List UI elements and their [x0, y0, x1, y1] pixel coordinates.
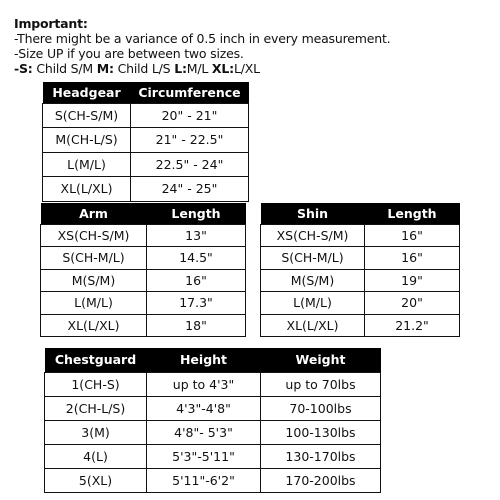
size-cell: 4(L) — [45, 444, 147, 468]
measurement-cell: 21" - 22.5" — [131, 128, 249, 153]
table-row — [45, 420, 381, 444]
weight-cell: 100-130lbs — [261, 420, 381, 444]
size-cell: L(M/L) — [43, 152, 131, 177]
size-key-label: M: — [96, 61, 114, 76]
size-key-text: Child S/M — [32, 61, 97, 76]
table-row — [41, 292, 246, 315]
height-cell: 4'8"- 5'3" — [147, 420, 261, 444]
size-cell: S(CH-M/L) — [261, 247, 365, 270]
size-key-label: L: — [174, 61, 187, 76]
column-header: Arm — [41, 203, 147, 224]
measurement-cell: 18" — [147, 314, 246, 337]
weight-cell: 170-200lbs — [261, 468, 381, 492]
size-cell: M(S/M) — [41, 269, 147, 292]
size-cell: L(M/L) — [41, 292, 147, 315]
size-key-label: -S: — [14, 61, 33, 76]
important-notes — [14, 16, 494, 76]
table-row — [41, 314, 246, 337]
table-row — [261, 292, 460, 315]
chestguard-size-table — [44, 348, 381, 493]
measurement-cell: 17.3" — [147, 292, 246, 315]
size-cell: 3(M) — [45, 420, 147, 444]
size-cell: XS(CH-S/M) — [41, 224, 147, 247]
size-cell: XS(CH-S/M) — [261, 224, 365, 247]
table-row — [41, 247, 246, 270]
height-cell: 5'3"-5'11" — [147, 444, 261, 468]
column-header: Circumference — [131, 82, 249, 103]
column-header: Shin — [261, 203, 365, 224]
size-cell: 5(XL) — [45, 468, 147, 492]
weight-cell: 70-100lbs — [261, 396, 381, 420]
height-cell: 4'3"-4'8" — [147, 396, 261, 420]
size-key-text: Child L/S — [113, 61, 175, 76]
table-row — [261, 314, 460, 337]
size-cell: 1(CH-S) — [45, 372, 147, 396]
table-row — [43, 177, 249, 202]
size-cell: XL(L/XL) — [41, 314, 147, 337]
weight-cell: 130-170lbs — [261, 444, 381, 468]
table-row — [45, 444, 381, 468]
measurement-cell: 24" - 25" — [131, 177, 249, 202]
size-cell: M(CH-L/S) — [43, 128, 131, 153]
size-key-text: L/XL — [233, 61, 260, 76]
size-cell: 2(CH-L/S) — [45, 396, 147, 420]
arm-size-table — [40, 203, 246, 337]
table-row — [45, 372, 381, 396]
column-header: Chestguard — [45, 348, 147, 372]
size-cell: L(M/L) — [261, 292, 365, 315]
measurement-cell: 21.2" — [365, 314, 460, 337]
table-row — [43, 152, 249, 177]
measurement-cell: 22.5" - 24" — [131, 152, 249, 177]
size-cell: S(CH-M/L) — [41, 247, 147, 270]
weight-cell: up to 70lbs — [261, 372, 381, 396]
column-header: Headgear — [43, 82, 131, 103]
headgear-size-table — [42, 82, 249, 202]
notes-heading: Important: — [14, 16, 88, 31]
table-row — [261, 224, 460, 247]
note-size-up: -Size UP if you are between two sizes. — [14, 46, 244, 61]
table-row — [41, 224, 246, 247]
table-row — [43, 128, 249, 153]
table-row — [45, 396, 381, 420]
size-key — [14, 61, 494, 76]
table-row — [43, 103, 249, 128]
size-cell: M(S/M) — [261, 269, 365, 292]
measurement-cell: 19" — [365, 269, 460, 292]
measurement-cell: 16" — [365, 247, 460, 270]
column-header: Length — [365, 203, 460, 224]
size-cell: XL(L/XL) — [43, 177, 131, 202]
measurement-cell: 20" - 21" — [131, 103, 249, 128]
column-header: Height — [147, 348, 261, 372]
height-cell: up to 4'3" — [147, 372, 261, 396]
table-row — [41, 269, 246, 292]
size-key-text: M/L — [186, 61, 212, 76]
size-cell: XL(L/XL) — [261, 314, 365, 337]
measurement-cell: 13" — [147, 224, 246, 247]
column-header: Weight — [261, 348, 381, 372]
size-cell: S(CH-S/M) — [43, 103, 131, 128]
size-key-label: XL: — [211, 61, 234, 76]
table-row — [261, 247, 460, 270]
measurement-cell: 20" — [365, 292, 460, 315]
note-variance: -There might be a variance of 0.5 inch in every measurement. — [14, 31, 391, 46]
measurement-cell: 16" — [365, 224, 460, 247]
measurement-cell: 14.5" — [147, 247, 246, 270]
shin-size-table — [260, 203, 460, 337]
table-row — [261, 269, 460, 292]
measurement-cell: 16" — [147, 269, 246, 292]
table-row — [45, 468, 381, 492]
height-cell: 5'11"-6'2" — [147, 468, 261, 492]
column-header: Length — [147, 203, 246, 224]
